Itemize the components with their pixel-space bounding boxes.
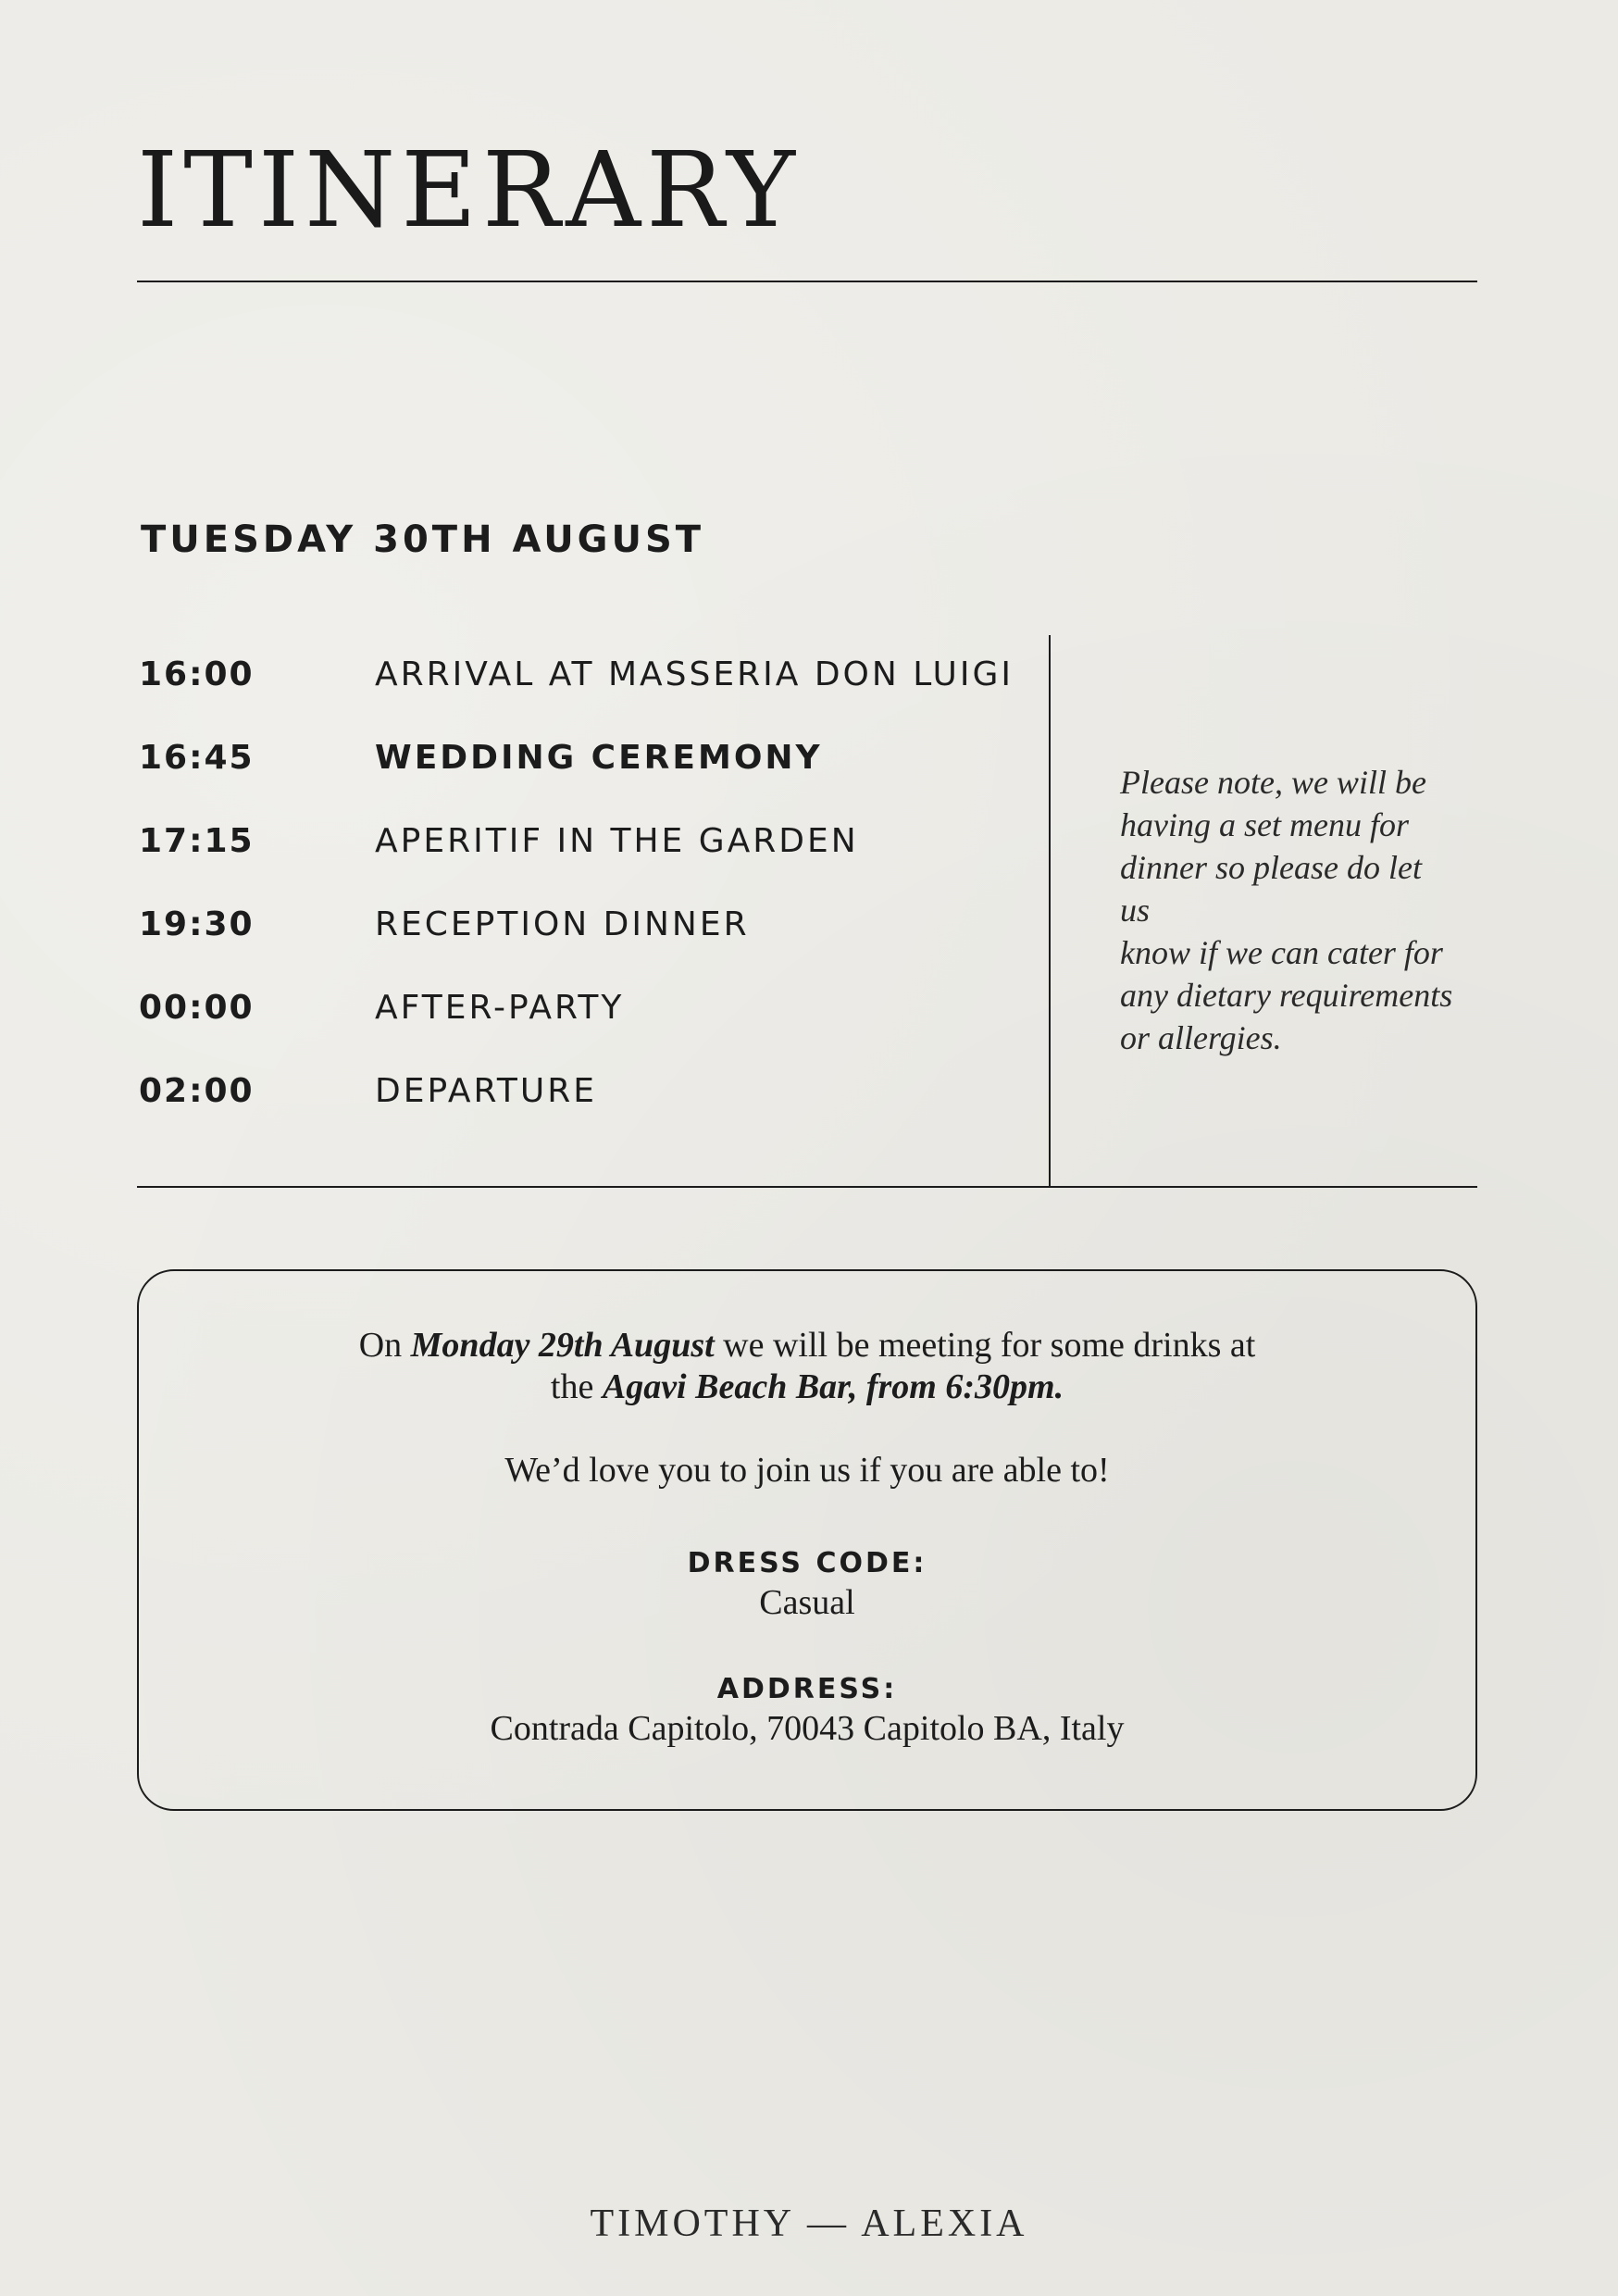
note-line: dinner so please do let us	[1120, 849, 1422, 929]
couple-names: TIMOTHY — ALEXIA	[590, 2202, 1028, 2245]
schedule-time: 02:00	[139, 1072, 255, 1110]
schedule-event: AFTER-PARTY	[375, 989, 625, 1027]
drinks-line-2	[139, 1366, 1475, 1407]
dietary-note	[1120, 761, 1453, 1059]
invite-text: We’d love you to join us if you are able to!	[504, 1451, 1110, 1490]
note-line: having a set menu for	[1120, 806, 1409, 843]
page-title: ITINERARY	[137, 131, 801, 251]
schedule-event: ARRIVAL AT MASSERIA DON LUIGI	[375, 655, 1014, 693]
schedule-divider	[137, 1186, 1477, 1188]
schedule-event: APERITIF IN THE GARDEN	[375, 822, 859, 860]
schedule-event-highlight: WEDDING CEREMONY	[375, 739, 823, 777]
schedule-row	[139, 822, 1027, 868]
schedule-time: 16:00	[139, 655, 255, 693]
schedule-time: 16:45	[139, 739, 255, 777]
note-line: know if we can cater for	[1120, 934, 1443, 971]
pre-wedding-drinks-card	[137, 1269, 1477, 1811]
schedule-time: 19:30	[139, 905, 255, 943]
note-line: any dietary requirements	[1120, 977, 1453, 1014]
schedule-row	[139, 739, 1027, 785]
dress-code-value: Casual	[759, 1583, 855, 1622]
address-value: Contrada Capitolo, 70043 Capitolo BA, Italy	[490, 1709, 1125, 1748]
note-line: Please note, we will be	[1120, 764, 1426, 801]
dress-code-label: DRESS CODE:	[687, 1547, 927, 1579]
schedule-row	[139, 905, 1027, 952]
schedule-row	[139, 989, 1027, 1035]
drinks-text: we will be meeting for some drinks at	[714, 1326, 1256, 1365]
drinks-date: Monday 29th August	[410, 1326, 715, 1365]
drinks-text: the	[550, 1367, 603, 1406]
note-line: or allergies.	[1120, 1019, 1282, 1056]
schedule-event: DEPARTURE	[375, 1072, 597, 1110]
column-divider	[1049, 635, 1051, 1187]
schedule-date: TUESDAY 30TH AUGUST	[141, 518, 705, 561]
schedule-event: RECEPTION DINNER	[375, 905, 750, 943]
drinks-line-1	[139, 1325, 1475, 1366]
schedule-row	[139, 655, 1027, 702]
drinks-venue: Agavi Beach Bar, from 6:30pm.	[602, 1367, 1064, 1406]
schedule-row	[139, 1072, 1027, 1118]
drinks-text: On	[358, 1326, 411, 1365]
schedule-time: 00:00	[139, 989, 255, 1027]
address-label: ADDRESS:	[716, 1673, 898, 1705]
title-divider	[137, 281, 1477, 282]
schedule-time: 17:15	[139, 822, 255, 860]
